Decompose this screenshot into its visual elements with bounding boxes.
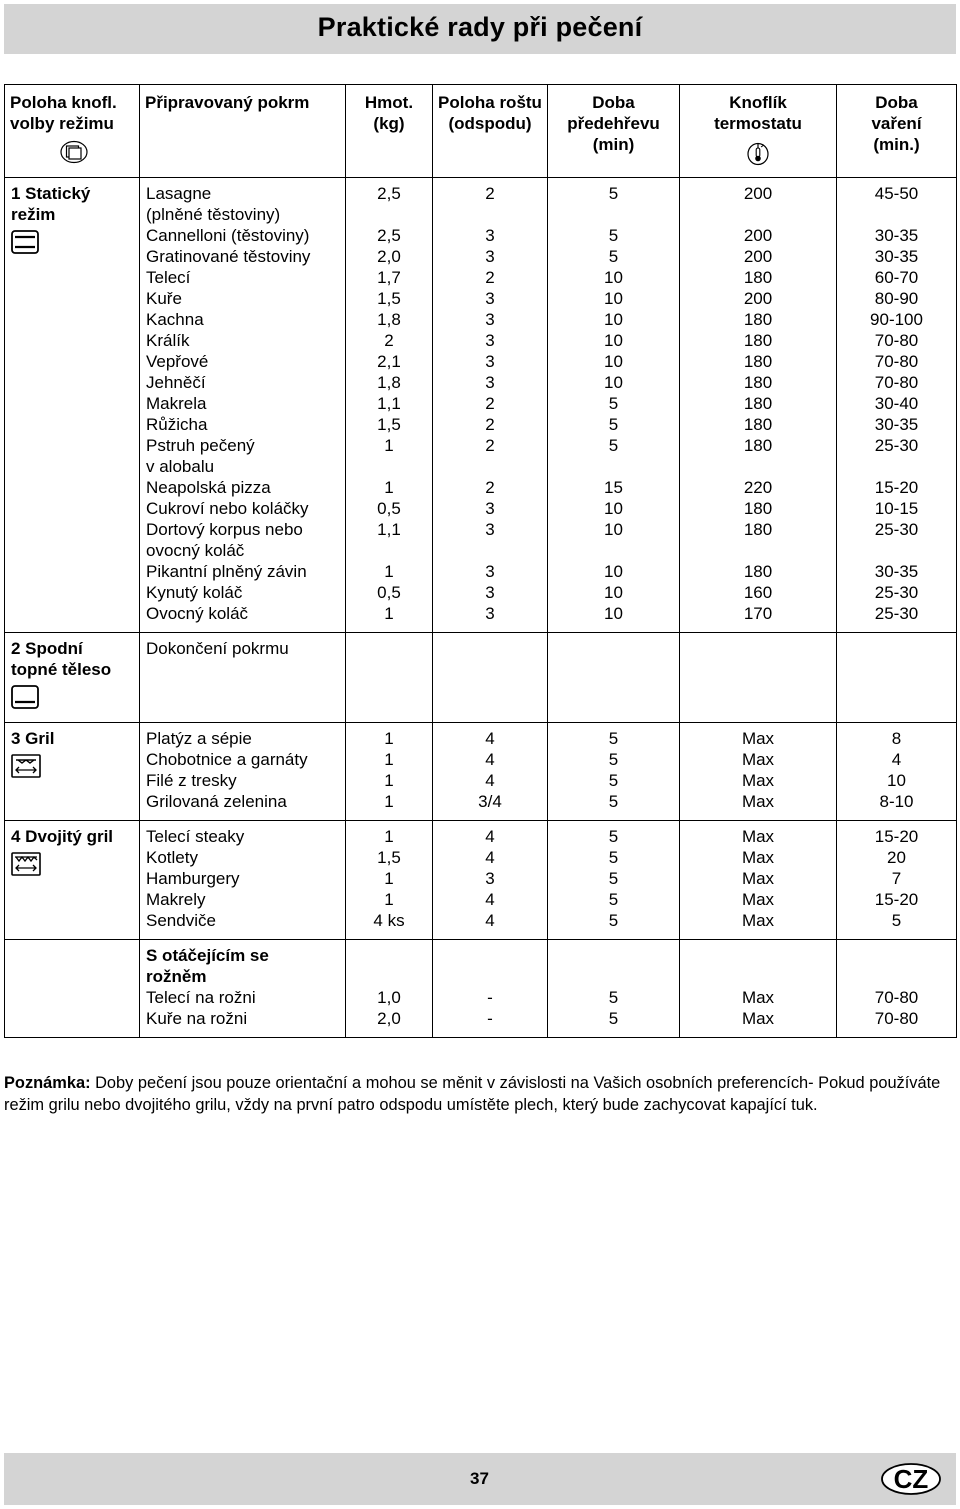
time-value: 25-30 (874, 436, 919, 455)
shelf-value: 3 (485, 583, 495, 602)
shelf-value: 3 (485, 869, 495, 888)
time-value: 4 (891, 750, 902, 769)
mode-label: 4 Dvojitý gril (11, 827, 114, 846)
food-name: Pikantní plněný závin (146, 562, 307, 581)
time-value: 30-40 (874, 394, 919, 413)
preheat-cell (548, 723, 680, 821)
time-value: 8 (891, 729, 902, 748)
weight-value: 2,0 (377, 247, 401, 266)
weight-value: 1,8 (377, 310, 401, 329)
shelf-value: 3 (485, 373, 495, 392)
weight-value: 1 (384, 562, 394, 581)
food-name: ovocný koláč (146, 541, 245, 560)
header-mode (5, 85, 140, 178)
header-weight-line: Hmot. (364, 93, 414, 112)
weight-value: 0,5 (377, 583, 401, 602)
food-cell (140, 178, 346, 633)
shelf-value: 3 (485, 352, 495, 371)
header-thermo (680, 85, 837, 178)
time-value: 45-50 (874, 184, 919, 203)
thermo-value: 180 (743, 268, 773, 287)
weight-value: 1 (384, 436, 394, 455)
header-time-line: Doba (875, 93, 918, 112)
time-value: 30-35 (874, 226, 919, 245)
spacer (837, 540, 956, 561)
spacer (680, 945, 836, 966)
preheat-value (548, 638, 679, 659)
header-mode-line: volby režimu (10, 114, 114, 133)
preheat-value: 10 (604, 520, 623, 539)
page-number: 37 (470, 1469, 489, 1488)
mode-cell (5, 821, 140, 940)
shelf-value: 3 (485, 520, 495, 539)
time-cell (837, 821, 957, 940)
spacer (680, 456, 836, 477)
preheat-value: 10 (604, 331, 623, 350)
weight-value: 2,0 (377, 1009, 401, 1028)
preheat-value: 5 (608, 1009, 619, 1028)
preheat-value: 10 (604, 352, 623, 371)
time-value: 7 (891, 869, 902, 888)
rotisserie-subheading: rožněm (146, 967, 207, 986)
header-weight (346, 85, 433, 178)
time-value: 20 (887, 848, 906, 867)
weight-value: 2,1 (377, 352, 401, 371)
time-cell (837, 940, 957, 1038)
food-name: Kynutý koláč (146, 583, 243, 602)
thermo-value: 180 (743, 310, 773, 329)
thermo-value: 200 (743, 247, 773, 266)
thermo-value: Max (741, 729, 775, 748)
thermo-value: 200 (743, 184, 773, 203)
time-value: 25-30 (874, 583, 919, 602)
shelf-value: 3 (485, 604, 495, 623)
food-name: (plněné těstoviny) (146, 205, 281, 224)
thermo-value: 180 (743, 562, 773, 581)
spacer (433, 204, 547, 225)
thermo-value: 180 (743, 436, 773, 455)
time-value: 60-70 (874, 268, 919, 287)
thermo-value: 180 (743, 373, 773, 392)
food-name: Telecí na rožni (146, 988, 256, 1007)
note (4, 1072, 956, 1116)
thermo-value: Max (741, 988, 775, 1007)
weight-value: 1,1 (377, 394, 401, 413)
shelf-value: 3 (485, 310, 495, 329)
preheat-value: 5 (608, 827, 619, 846)
thermo-value: Max (741, 869, 775, 888)
preheat-value: 5 (608, 890, 619, 909)
preheat-value: 5 (608, 771, 619, 790)
weight-value: 1,5 (377, 848, 401, 867)
preheat-value: 10 (604, 583, 623, 602)
preheat-value: 5 (608, 729, 619, 748)
shelf-value: 3 (485, 499, 495, 518)
spacer (346, 945, 432, 966)
food-name: Grilovaná zelenina (146, 792, 287, 811)
thermo-value: 160 (743, 583, 773, 602)
thermo-value: Max (741, 911, 775, 930)
food-name: Gratinované těstoviny (146, 247, 311, 266)
food-name: Ovocný koláč (146, 604, 249, 623)
header-preheat (548, 85, 680, 178)
language-badge-text: CZ (893, 1464, 929, 1494)
weight-value: 2 (384, 331, 394, 350)
weight-value: 1,5 (377, 289, 401, 308)
weight-value: 1 (384, 792, 394, 811)
time-value: 70-80 (874, 331, 919, 350)
thermo-cell (680, 178, 837, 633)
shelf-value: - (487, 1009, 493, 1028)
thermo-value: 170 (743, 604, 773, 623)
food-name: Chobotnice a garnáty (146, 750, 308, 769)
time-value: 30-35 (874, 562, 919, 581)
food-name: Kuře na rožni (146, 1009, 248, 1028)
food-name: Vepřové (146, 352, 209, 371)
preheat-value: 10 (604, 289, 623, 308)
thermo-cell (680, 723, 837, 821)
weight-value: 2,5 (377, 226, 401, 245)
shelf-value: 4 (485, 848, 495, 867)
weight-value: 4 ks (373, 911, 405, 930)
table-row (5, 723, 957, 821)
mode-cell (5, 633, 140, 723)
shelf-value (433, 638, 547, 659)
shelf-value: 3 (485, 289, 495, 308)
food-name: Králík (146, 331, 190, 350)
mode-selector-knob-icon (10, 140, 137, 169)
preheat-cell (548, 821, 680, 940)
thermo-value: 180 (743, 415, 773, 434)
shelf-value: 2 (485, 436, 495, 455)
shelf-value: 2 (485, 478, 495, 497)
preheat-value: 5 (608, 247, 619, 266)
spacer (548, 204, 679, 225)
mode-label: topné těleso (11, 660, 112, 679)
spacer (837, 966, 956, 987)
header-shelf-line: Poloha roštu (438, 93, 542, 112)
food-name: Jehněčí (146, 373, 206, 392)
weight-value: 1 (384, 869, 394, 888)
food-name: v alobalu (146, 457, 215, 476)
time-value: 30-35 (874, 415, 919, 434)
shelf-value: 2 (485, 268, 495, 287)
time-value: 10 (887, 771, 906, 790)
time-value: 70-80 (874, 988, 919, 1007)
food-name: Kachna (146, 310, 204, 329)
time-value: 5 (891, 911, 902, 930)
thermo-value (680, 638, 836, 659)
header-time (837, 85, 957, 178)
food-name: Makrela (146, 394, 207, 413)
time-value: 25-30 (874, 604, 919, 623)
thermo-value: 200 (743, 289, 773, 308)
food-name: Cukroví nebo koláčky (146, 499, 309, 518)
weight-value: 1,5 (377, 415, 401, 434)
header-shelf (433, 85, 548, 178)
weight-value: 1,0 (377, 988, 401, 1007)
weight-value: 1 (384, 729, 394, 748)
preheat-value: 5 (608, 750, 619, 769)
food-name: Platýz a sépie (146, 729, 252, 748)
thermostat-icon (682, 140, 834, 171)
rotisserie-subheading: S otáčejícím se (146, 946, 269, 965)
table-row (5, 940, 957, 1038)
mode-cell (5, 723, 140, 821)
time-value: 30-35 (874, 247, 919, 266)
footer-bar (4, 1453, 956, 1505)
food-name: Dortový korpus nebo (146, 520, 303, 539)
preheat-value: 5 (608, 415, 619, 434)
spacer (837, 204, 956, 225)
thermo-value: Max (741, 827, 775, 846)
time-value: 15-20 (874, 890, 919, 909)
thermo-value: 180 (743, 499, 773, 518)
thermo-value: Max (741, 890, 775, 909)
food-cell (140, 821, 346, 940)
table-row (5, 633, 957, 723)
shelf-value: 3 (485, 331, 495, 350)
food-name: Sendviče (146, 911, 216, 930)
thermo-value: 180 (743, 394, 773, 413)
spacer (548, 456, 679, 477)
spacer (680, 204, 836, 225)
thermo-value: Max (741, 771, 775, 790)
header-thermo-line: termostatu (714, 114, 802, 133)
weight-cell (346, 821, 433, 940)
header-thermo-line: Knoflík (729, 93, 787, 112)
food-cell (140, 723, 346, 821)
time-value: 25-30 (874, 520, 919, 539)
shelf-value: 4 (485, 750, 495, 769)
header-mode-line: Poloha knofl. (10, 93, 117, 112)
shelf-value: 3 (485, 247, 495, 266)
food-cell (140, 940, 346, 1038)
spacer (680, 966, 836, 987)
preheat-value: 5 (608, 988, 619, 1007)
preheat-value: 5 (608, 226, 619, 245)
preheat-value: 5 (608, 792, 619, 811)
spacer (837, 945, 956, 966)
table-row (5, 821, 957, 940)
weight-value: 1 (384, 750, 394, 769)
food-name: Hamburgery (146, 869, 240, 888)
preheat-value: 5 (608, 869, 619, 888)
time-cell (837, 178, 957, 633)
spacer (680, 540, 836, 561)
page-title: Praktické rady při pečení (317, 12, 643, 42)
spacer (346, 204, 432, 225)
food-name: Neapolská pizza (146, 478, 271, 497)
spacer (548, 945, 679, 966)
weight-value: 1,8 (377, 373, 401, 392)
food-cell (140, 633, 346, 723)
shelf-value: 3/4 (478, 792, 502, 811)
weight-value (346, 638, 432, 659)
header-time-line: (min.) (873, 135, 920, 154)
shelf-value: 4 (485, 827, 495, 846)
time-value: 70-80 (874, 352, 919, 371)
spacer (433, 540, 547, 561)
time-cell (837, 723, 957, 821)
time-value: 70-80 (874, 1009, 919, 1028)
preheat-cell (548, 178, 680, 633)
preheat-value: 5 (608, 394, 619, 413)
language-badge (880, 1462, 942, 1496)
header-preheat-line: (min) (592, 135, 635, 154)
mode-cell (5, 940, 140, 1038)
shelf-value: - (487, 988, 493, 1007)
preheat-value: 10 (604, 373, 623, 392)
thermo-value: 180 (743, 331, 773, 350)
preheat-value: 5 (608, 184, 619, 203)
thermo-value: Max (741, 848, 775, 867)
weight-cell (346, 940, 433, 1038)
preheat-value: 5 (608, 911, 619, 930)
preheat-value: 10 (604, 604, 623, 623)
shelf-value: 4 (485, 911, 495, 930)
time-value: 70-80 (874, 373, 919, 392)
spacer (346, 540, 432, 561)
weight-value: 1,1 (377, 520, 401, 539)
food-name: Lasagne (146, 184, 212, 203)
bottom-heating-icon (11, 685, 39, 714)
thermo-value: Max (741, 1009, 775, 1028)
spacer (433, 456, 547, 477)
preheat-cell (548, 940, 680, 1038)
thermo-value: 180 (743, 520, 773, 539)
shelf-value: 4 (485, 890, 495, 909)
shelf-cell (433, 178, 548, 633)
weight-cell (346, 633, 433, 723)
mode-label: 2 Spodní (11, 639, 83, 658)
mode-label: 3 Gril (11, 729, 55, 748)
spacer (837, 456, 956, 477)
weight-value: 1 (384, 604, 394, 623)
time-value: 15-20 (874, 827, 919, 846)
time-value (837, 638, 956, 659)
thermo-value: Max (741, 792, 775, 811)
table-row (5, 178, 957, 633)
mode-label: 1 Statický (11, 184, 91, 203)
preheat-value: 5 (608, 848, 619, 867)
header-weight-line: (kg) (373, 114, 405, 133)
shelf-value: 2 (485, 415, 495, 434)
food-name: Kotlety (146, 848, 198, 867)
preheat-value: 10 (604, 268, 623, 287)
spacer (346, 966, 432, 987)
preheat-value: 15 (604, 478, 623, 497)
food-name: Kuře (146, 289, 182, 308)
shelf-value: 2 (485, 184, 495, 203)
note-text: Doby pečení jsou pouze orientační a mohou se měnit v závislosti na Vašich osobních preferencích- Pokud používáte režim grilu nebo dvojitého grilu, vždy na první patro odspodu umístěte plech, který bude zachycovat kapající tuk. (4, 1074, 941, 1114)
weight-value: 0,5 (377, 499, 401, 518)
thermo-value: 180 (743, 352, 773, 371)
header-time-line: vaření (871, 114, 922, 133)
preheat-value: 10 (604, 562, 623, 581)
thermo-value: 220 (743, 478, 773, 497)
spacer (433, 966, 547, 987)
food-name: Cannelloni (těstoviny) (146, 226, 310, 245)
time-value: 90-100 (870, 310, 923, 329)
weight-value: 1 (384, 771, 394, 790)
double-grill-icon (11, 852, 41, 881)
preheat-value: 10 (604, 499, 623, 518)
header-shelf-line: (odspodu) (448, 114, 532, 133)
static-mode-icon (11, 230, 39, 259)
thermo-cell (680, 940, 837, 1038)
time-value: 8-10 (879, 792, 914, 811)
mode-label: režim (11, 205, 56, 224)
thermo-cell (680, 633, 837, 723)
header-food: Připravovaný pokrm (140, 85, 346, 178)
baking-table (4, 84, 957, 1038)
weight-value: 1,7 (377, 268, 401, 287)
food-name: Dokončení pokrmu (146, 639, 289, 658)
weight-cell (346, 723, 433, 821)
preheat-value: 10 (604, 310, 623, 329)
thermo-value: Max (741, 750, 775, 769)
preheat-cell (548, 633, 680, 723)
weight-value: 1 (384, 827, 394, 846)
title-bar (4, 4, 956, 54)
shelf-value: 3 (485, 562, 495, 581)
spacer (548, 966, 679, 987)
food-name: Makrely (146, 890, 206, 909)
food-name: Telecí (146, 268, 191, 287)
time-value: 15-20 (874, 478, 919, 497)
shelf-cell (433, 940, 548, 1038)
thermo-cell (680, 821, 837, 940)
weight-value: 2,5 (377, 184, 401, 203)
shelf-cell (433, 633, 548, 723)
food-name: Telecí steaky (146, 827, 245, 846)
shelf-value: 2 (485, 394, 495, 413)
weight-value: 1 (384, 890, 394, 909)
header-row (5, 85, 957, 178)
shelf-cell (433, 821, 548, 940)
shelf-cell (433, 723, 548, 821)
weight-cell (346, 178, 433, 633)
preheat-value: 5 (608, 436, 619, 455)
time-cell (837, 633, 957, 723)
spacer (346, 456, 432, 477)
header-preheat-line: Doba předehřevu (567, 93, 660, 133)
spacer (433, 945, 547, 966)
time-value: 10-15 (874, 499, 919, 518)
shelf-value: 4 (485, 771, 495, 790)
shelf-value: 4 (485, 729, 495, 748)
time-value: 80-90 (874, 289, 919, 308)
spacer (548, 540, 679, 561)
note-label: Poznámka: (4, 1074, 91, 1092)
thermo-value: 200 (743, 226, 773, 245)
weight-value: 1 (384, 478, 394, 497)
food-name: Pstruh pečený (146, 436, 255, 455)
food-name: Filé z tresky (146, 771, 237, 790)
mode-cell (5, 178, 140, 633)
food-name: Růžicha (146, 415, 208, 434)
shelf-value: 3 (485, 226, 495, 245)
grill-icon (11, 754, 41, 783)
